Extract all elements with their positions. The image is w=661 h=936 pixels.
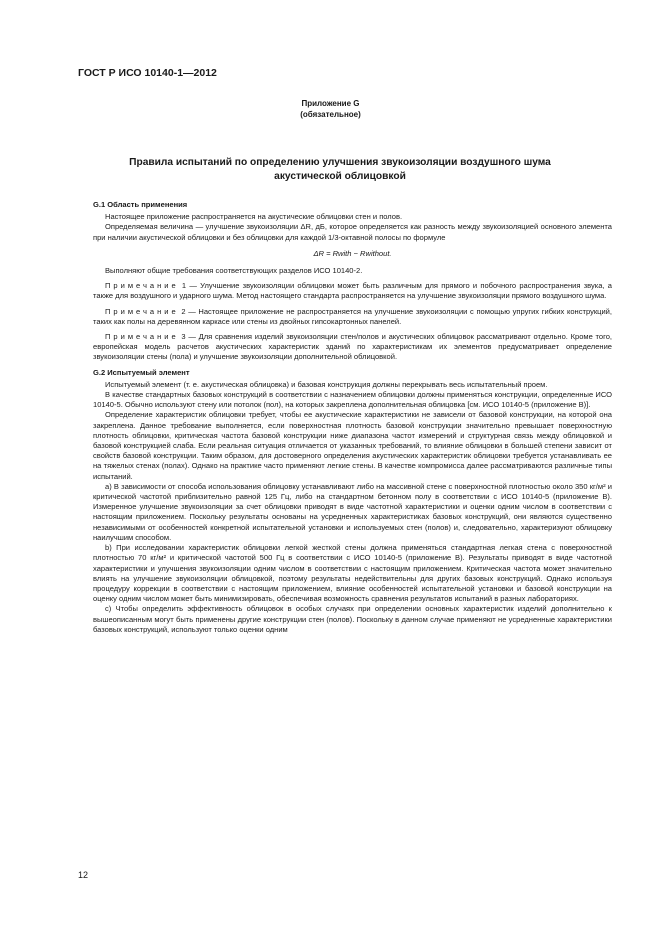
annex-label: Приложение G bbox=[301, 99, 360, 108]
paragraph: Выполняют общие требования соответствующих разделов ИСО 10140-2. bbox=[105, 266, 363, 276]
list-item-a: а) В зависимости от способа использования облицовку устанавливают либо на массивной стене с поверхностной плотностью около 350 кг/м² и критической частотой приблизительно равной 125 Гц, либо на стандартном бетонном полу в соответствии с ИСО 10140-5 (приложение В). Измеренное улучшение звукоизоляции за счет облицовки приводят в виде частотной характеристики и оценки одним числом в соответствии с настоящим приложением. Поскольку результаты основаны на усредненных характеристиках базовых конструкций, они являются существенно независимыми от особенностей конкретной испытательной установки и используемых стен (полов) и, следовательно, характеризуют облицовку наилучшим способом. bbox=[93, 481, 612, 542]
formula: ΔR = Rwith − Rwithout. bbox=[313, 248, 392, 258]
page-number: 12 bbox=[78, 870, 89, 880]
paragraph: Испытуемый элемент (т. е. акустическая облицовка) и базовая конструкция должны перекрывать весь испытательный проем. bbox=[105, 379, 548, 389]
paragraph: Определение характеристик облицовки требует, чтобы ее акустические характеристики не зависели от базовой конструкции, на которой она закреплена. Данное требование выполняется, если поверхностная плотность базовой конструкции значительно превышает поверхностную плотность облицовки, критическая частота базовой конструкции ниже диапазона частот измерений и структурная связь между облицовкой и базовой конструкцией слаба. Если реальная ситуация отличается от указанных требований, то влияние облицовки в большей степени зависит от свойств базовой конструкции. Таким образом, для достоверного определения акустических характеристик облицовки требуется устанавливать ее на тяжелых стенах (полах). Однако на практике часто применяют легкие стены. В качестве компромисса далее рассматриваются различные типы испытаний. bbox=[93, 410, 612, 481]
note-text: 3 — Для сравнения изделий звукоизоляции стен/полов и акустических облицовок рассматривают отдельно. Кроме того, европейская модель расчетов акустических характеристик зданий по характеристикам их элементов предусматривает определение звукоизоляции стены (пола) и улучшение звукоизоляции дополнительной облицовкой. bbox=[93, 332, 612, 362]
note-text: 2 — Настоящее приложение не распространяется на улучшение звукоизоляции с помощью упругих гибких конструкций, таких как полы на деревянном каркасе или стены из двойных гипсокартонных панелей. bbox=[93, 306, 612, 326]
document-body bbox=[93, 199, 612, 635]
annex-title-line2: акустической облицовкой bbox=[274, 170, 406, 182]
annex-title-line1: Правила испытаний по определению улучшения звукоизоляции воздушного шума bbox=[129, 157, 551, 168]
list-item-c: с) Чтобы определить эффективность облицовок в особых случаях при определении основных характеристик изделий дополнительно к вышеописанным могут быть применены другие конструкции стен (полов). Поскольку в данном случае применяют не усредненные характеристики базовых конструкций, используют только оценки одним bbox=[93, 604, 612, 634]
section-heading-g1: G.1 Область применения bbox=[93, 200, 188, 209]
note-label: Примечание bbox=[105, 306, 179, 316]
standard-number: ГОСТ Р ИСО 10140-1—2012 bbox=[78, 67, 217, 79]
paragraph: Определяемая величина — улучшение звукоизоляции ΔR, дБ, которое определяется как разность между звукоизоляцией основного элемента при наличии акустической облицовки и без облицовки для каждой 1/3-октавной полосы по формуле bbox=[93, 222, 612, 242]
paragraph: В качестве стандартных базовых конструкций в соответствии с назначением облицовки должны применяться конструкции, определенные ИСО 10140-5. Обычно используют стену или потолок (пол), на которых закреплена дополнительная облицовка [см. ИСО 10140-5 (приложение В)]. bbox=[93, 390, 612, 410]
annex-status: (обязательное) bbox=[300, 110, 361, 119]
note-3 bbox=[93, 332, 612, 363]
note-label: Примечание bbox=[105, 332, 179, 342]
annex-heading bbox=[0, 98, 661, 120]
note-2 bbox=[93, 307, 612, 327]
note-label: Примечание bbox=[105, 281, 179, 291]
section-heading-g2: G.2 Испытуемый элемент bbox=[93, 367, 190, 377]
list-item-b: b) При исследовании характеристик облицовки легкой жесткой стены должна применяться стандартная легкая стена с поверхностной плотностью 70 кг/м² и критической частотой 500 Гц в соответствии с ИСО 10140-5 (приложение В). Результаты приводят в виде частотной характеристики и улучшения звукоизоляции одним числом в соответствии с настоящим приложением. Критическая частота может значительно влиять на улучшение звукоизоляции облицовкой, поэтому результаты недействительны для других базовых конструкций. Однако используя процедуру коррекции в соответствии с настоящим приложением, влияние особенностей испытательной установки и базовой конструкции на оценку одним числом может быть минимизировать, обеспечивая возможность сравнения результатов испытаний в разных лабораториях. bbox=[93, 543, 612, 604]
note-text: 1 — Улучшение звукоизоляции облицовки может быть различным для прямого и побочного распространения звука, а также для воздушного и ударного шума. Метод настоящего стандарта распространяется на улучшение звукоизоляции прямого воздушного шума. bbox=[93, 281, 612, 301]
annex-title bbox=[95, 156, 585, 183]
note-1 bbox=[93, 281, 612, 301]
paragraph: Настоящее приложение распространяется на акустические облицовки стен и полов. bbox=[105, 212, 403, 222]
